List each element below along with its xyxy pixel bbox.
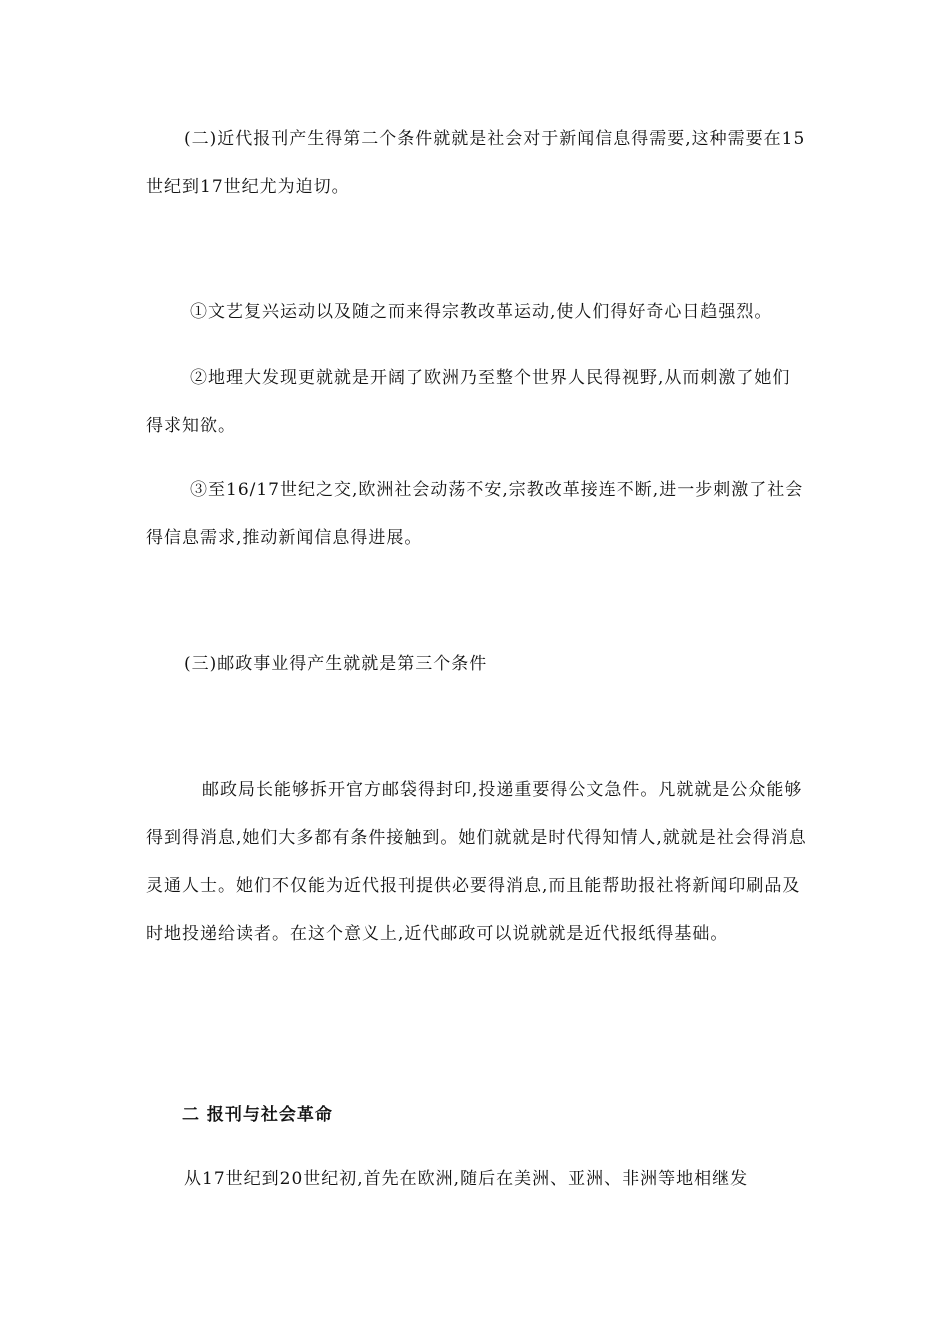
paragraph-press-revolution: 从17世纪到20世纪初,首先在欧洲,随后在美洲、亚洲、非洲等地相继发 [184,1169,749,1189]
paragraph-point-three: ③至16/17世纪之交,欧洲社会动荡不安,宗教改革接连不断,进一步刺激了社会得信息需求,推动新闻信息得进展。 [146,480,804,548]
paragraph-conditions-two: (二)近代报刊产生得第二个条件就就是社会对于新闻信息得需要,这种需要在15世纪到17世纪尤为迫切。 [146,129,806,197]
paragraph-point-one: ①文艺复兴运动以及随之而来得宗教改革运动,使人们得好奇心日趋强烈。 [190,302,773,322]
paragraph-postal-service: 邮政局长能够拆开官方邮袋得封印,投递重要得公文急件。凡就就是公众能够得到得消息,她们大多都有条件接触到。她们就就是时代得知情人,就就是社会得消息灵通人士。她们不仅能为近代报刊提供必要得消息,而且能帮助报社将新闻印刷品及时地投递给读者。在这个意义上,近代邮政可以说就就是近代报纸得基础。 [146,780,807,944]
section-heading: 二 报刊与社会革命 [182,1105,333,1125]
paragraph-point-two: ②地理大发现更就就是开阔了欧洲乃至整个世界人民得视野,从而刺激了她们得求知欲。 [146,368,791,436]
paragraph-conditions-three: (三)邮政事业得产生就就是第三个条件 [184,654,488,674]
